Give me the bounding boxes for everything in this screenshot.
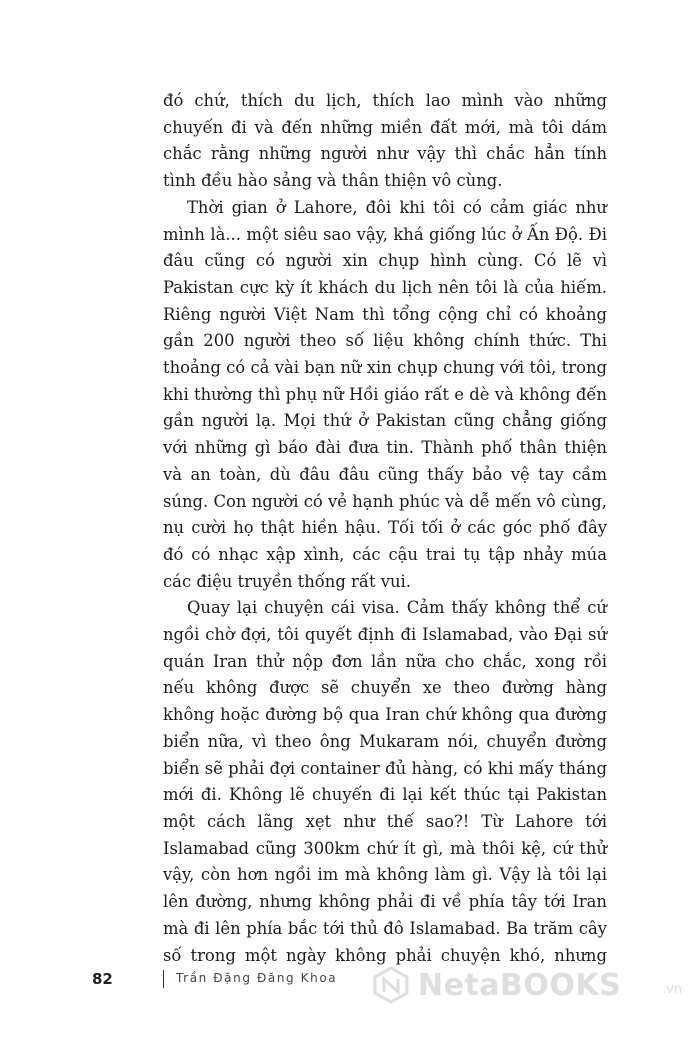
- page-footer: [0, 966, 700, 1006]
- paragraph-3: Quay lại chuyện cái visa. Cảm thấy không thể cứ ngồi chờ đợi, tôi quyết định đi Islamabad, vào Đại sứ quán Iran thử nộp đơn lần nữa cho chắc, xong rồi nếu không được sẽ chuyển xe theo đường hàng không hoặc đường bộ qua Iran chứ không qua đường biển nữa, vì theo ông Mukaram nói, chuyển đường biển sẽ phải đợi container đủ hàng, có khi mấy tháng mới đi. Không lẽ chuyến đi lại kết thúc tại Pakistan một cách lãng xẹt như thế sao?! Từ Lahore tới Islamabad cũng 300km chứ ít gì, mà thôi kệ, cứ thử vậy, còn hơn ngồi im mà không làm gì. Vậy là tôi lại lên đường, nhưng không phải đi về phía tây tới Iran mà đi lên phía bắc tới thủ đô Islamabad. Ba trăm cây số trong một ngày không phải chuyện khó, nhưng: [163, 598, 607, 965]
- netabooks-logo-icon: [372, 966, 410, 1004]
- paragraph-2: Thời gian ở Lahore, đôi khi tôi có cảm giác như mình là... một siêu sao vậy, khá giống lúc ở Ấn Độ. Đi đâu cũng có người xin chụp hình cùng. Có lẽ vì Pakistan cực kỳ ít khách du lịch nên tôi là của hiếm. Riêng người Việt Nam thì tổng cộng chỉ có khoảng gần 200 người theo số liệu không chính thức. Thi thoảng có cả vài bạn nữ xin chụp chung với tôi, trong khi thường thì phụ nữ Hồi giáo rất e dè và không đến gần người lạ. Mọi thứ ở Pakistan cũng chẳng giống với những gì báo đài đưa tin. Thành phố thân thiện và an toàn, dù đâu đâu cũng thấy bảo vệ tay cầm súng. Con người có vẻ hạnh phúc và dễ mến vô cùng, nụ cười họ thật hiền hậu. Tối tối ở các góc phố đây đó có nhạc xập xình, các cậu trai tụ tập nhảy múa các điệu truyền thống rất vui.: [163, 197, 607, 591]
- watermark-text: NetaBOOKS: [418, 968, 622, 1003]
- footer-divider: [163, 970, 164, 988]
- netabooks-watermark: [372, 966, 694, 1004]
- author-name: Trần Đặng Đăng Khoa: [176, 971, 338, 985]
- page-body: [163, 88, 607, 969]
- page-number: 82: [92, 970, 113, 988]
- paragraph-1: đó chứ, thích du lịch, thích lao mình vào những chuyến đi và đến những miền đất mới, mà tôi dám chắc rằng những người như vậy thì chắc hẳn tính tình đều hào sảng và thân thiện vô cùng.: [163, 91, 607, 191]
- watermark-suffix: .vn: [662, 982, 683, 997]
